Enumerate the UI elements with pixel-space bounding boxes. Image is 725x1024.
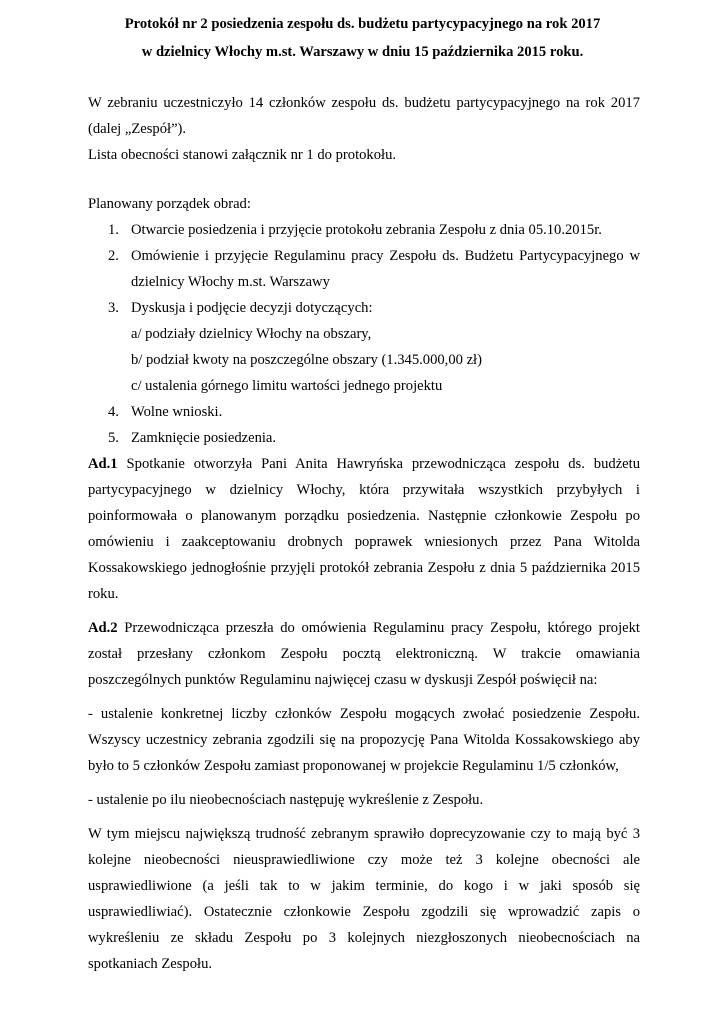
ad2-point-1-line-2: Wszyscy uczestnicy zebrania zgodzili się na propozycję Pana Witolda Kossakowskiego aby [88,732,640,748]
ad2-paragraph-line-1 [88,618,640,638]
ad2-final-line-3: usprawiedliwione (a jeśli tak to w jakim terminie, do kogo i w jaki sposób się [88,878,640,894]
ad2-final-line-1: W tym miejscu największą trudność zebranym sprawiło doprecyzowanie czy to mają być 3 [88,826,640,842]
agenda-item-5-text: Zamknięcie posiedzenia. [131,430,277,446]
ad1-paragraph-line-2: partycypacyjnego w dzielnicy Włochy, która przywitała wszystkich przybyłych i [88,482,640,498]
agenda-item-4-number: 4. [108,404,119,420]
document-title-line-1: Protokół nr 2 posiedzenia zespołu ds. budżetu partycypacyjnego na rok 2017 [124,16,601,32]
ad2-text-1: Przewodnicząca przeszła do omówienia Regulaminu pracy Zespołu, którego projekt [117,620,640,636]
agenda-item-3-sub-a: a/ podziały dzielnicy Włochy na obszary, [131,326,372,342]
ad2-final-line-4: usprawiedliwiać). Ostatecznie członkowie Zespołu zgodzili się wprowadzić zapis o [88,904,640,920]
ad1-paragraph-line-4: omówieniu i zaakceptowaniu drobnych poprawek wniesionych przez Pana Witolda [88,534,640,550]
ad2-point-2: - ustalenie po ilu nieobecnościach następuję wykreślenie z Zespołu. [88,792,484,808]
ad2-final-line-2: kolejne nieobecności nieusprawiedliwione czy może też 3 kolejne obecności ale [88,852,640,868]
agenda-item-2-text-line-1: Omówienie i przyjęcie Regulaminu pracy Zespołu ds. Budżetu Partycypacyjnego w [131,248,640,264]
agenda-item-1-text: Otwarcie posiedzenia i przyjęcie protokołu zebrania Zespołu z dnia 05.10.2015r. [131,222,602,238]
ad1-text-1: Spotkanie otworzyła Pani Anita Hawryńska przewodnicząca zespołu ds. budżetu [117,456,640,472]
agenda-item-2-text-line-2: dzielnicy Włochy m.st. Warszawy [131,274,330,290]
agenda-item-3-text: Dyskusja i podjęcie decyzji dotyczących: [131,300,373,316]
agenda-item-1-number: 1. [108,222,119,238]
agenda-item-3-sub-c: c/ ustalenia górnego limitu wartości jednego projektu [131,378,443,394]
agenda-heading: Planowany porządek obrad: [88,196,251,212]
ad2-final-line-6: spotkaniach Zespołu. [88,956,213,972]
ad2-point-1-line-1: - ustalenie konkretnej liczby członków Zespołu mogących zwołać posiedzenie Zespołu. [88,706,640,722]
ad2-final-line-5: wykreśleniu ze składu Zespołu po 3 kolejnych niezgłoszonych nieobecnościach na [88,930,640,946]
intro-line-3: Lista obecności stanowi załącznik nr 1 do protokołu. [88,147,397,163]
agenda-item-4-text: Wolne wnioski. [131,404,223,420]
ad1-paragraph-line-3: poinformowała o planowanym porządku posiedzenia. Następnie członkowie Zespołu po [88,508,640,524]
ad2-label: Ad.2 [88,620,118,636]
ad1-paragraph-line-5: Kossakowskiego jednogłośnie przyjęli protokół zebrania Zespołu z dnia 5 października 2015 [88,560,640,576]
ad2-point-1-line-3: było to 5 członków Zespołu zamiast proponowanej w projekcie Regulaminu 1/5 członków, [88,758,619,774]
ad1-label: Ad.1 [88,456,118,472]
agenda-item-3-number: 3. [108,300,119,316]
agenda-item-5-number: 5. [108,430,119,446]
ad1-paragraph-line-1 [88,454,640,474]
ad2-paragraph-line-3: poszczególnych punktów Regulaminu najwięcej czasu w dyskusji Zespół poświęcił na: [88,672,598,688]
document-title-line-2: w dzielnicy Włochy m.st. Warszawy w dniu 15 października 2015 roku. [141,44,584,60]
ad1-paragraph-line-6: roku. [88,586,119,602]
ad2-paragraph-line-2: został przesłany członkom Zespołu pocztą elektroniczną. W trakcie omawiania [88,646,640,662]
agenda-item-3-sub-b: b/ podział kwoty na poszczególne obszary (1.345.000,00 zł) [131,352,482,368]
agenda-item-2-number: 2. [108,248,119,264]
intro-line-2: (dalej „Zespół”). [88,121,187,137]
intro-line-1: W zebraniu uczestniczyło 14 członków zespołu ds. budżetu partycypacyjnego na rok 2017 [88,95,640,111]
